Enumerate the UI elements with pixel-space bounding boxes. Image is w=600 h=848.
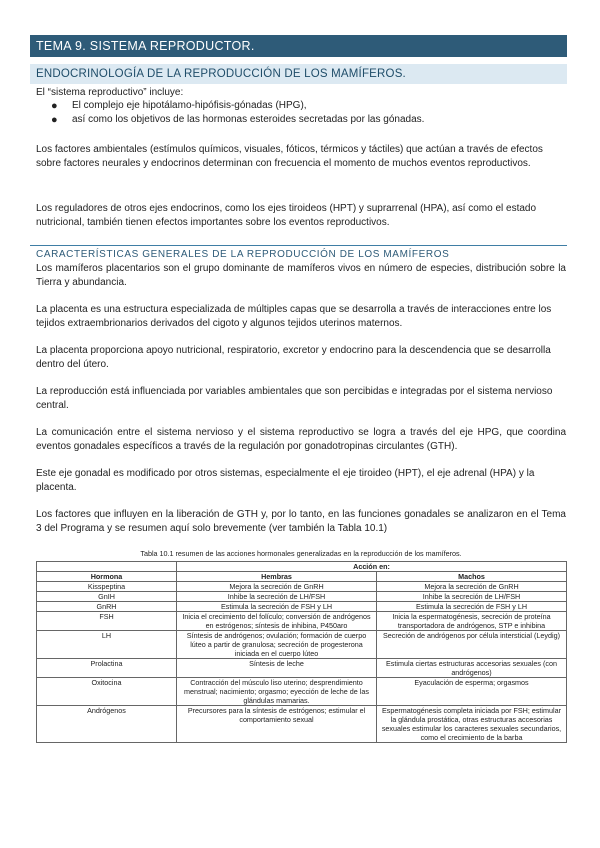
female-action-cell: Contracción del músculo liso uterino; desprendimiento menstrual; nacimiento; orgasmo; eyección de leche de las glándulas mamarias.	[177, 678, 377, 706]
header-hembras: Hembras	[177, 572, 377, 582]
table-group-header-row	[37, 562, 567, 572]
hormone-cell: Andrógenos	[37, 706, 177, 743]
male-action-cell: Mejora la secreción de GnRH	[377, 582, 567, 592]
table-row	[37, 659, 567, 678]
female-action-cell: Precursores para la síntesis de estrógenos; estimular el comportamiento sexual	[177, 706, 377, 743]
intro-bullet-list	[36, 99, 556, 127]
header-hormona: Hormona	[37, 572, 177, 582]
male-action-cell: Secreción de andrógenos por célula intersticial (Leydig)	[377, 631, 567, 659]
chapter-title: TEMA 9. SISTEMA REPRODUCTOR.	[30, 35, 567, 57]
list-item: ● así como los objetivos de las hormonas esteroides secretadas por las gónadas.	[51, 114, 425, 126]
hormone-actions-table	[36, 561, 567, 743]
male-action-cell: Inhibe la secreción de LH/FSH	[377, 592, 567, 602]
male-action-cell: Estimula la secreción de FSH y LH	[377, 602, 567, 612]
group-header: Acción en:	[177, 562, 567, 572]
female-action-cell: Inicia el crecimiento del folículo; conversión de andrógenos en estrógenos; síntesis de inhibina, P450aro	[177, 612, 377, 631]
table-row	[37, 592, 567, 602]
table-row	[37, 706, 567, 743]
hormone-cell: FSH	[37, 612, 177, 631]
subsection-heading: CARACTERÍSTICAS GENERALES DE LA REPRODUCCIÓN DE LOS MAMÍFEROS	[36, 249, 450, 260]
section-heading: ENDOCRINOLOGÍA DE LA REPRODUCCIÓN DE LOS MAMÍFEROS.	[30, 64, 567, 84]
table-row	[37, 602, 567, 612]
paragraph: Los reguladores de otros ejes endocrinos, como los ejes tiroideos (HPT) y suprarrenal (HPA), así como el estado nutricional, también tienen efectos importantes sobre los eventos reproductivos.	[36, 203, 537, 228]
table-row	[37, 612, 567, 631]
section-divider	[30, 245, 567, 246]
paragraph: Los mamíferos placentarios son el grupo dominante de mamíferos vivos en número de especies, distribución sobre la Tierra y abundancia.	[36, 263, 566, 288]
table-header-row	[37, 572, 567, 582]
paragraph: La placenta es una estructura especializada de múltiples capas que se desarrolla a través de interacciones entre los tejidos extraembrionarios derivados del cigoto y algunos tejidos uterinos maternos.	[36, 304, 552, 329]
female-action-cell: Estimula la secreción de FSH y LH	[177, 602, 377, 612]
table-row	[37, 631, 567, 659]
hormone-cell: LH	[37, 631, 177, 659]
intro-lead: El “sistema reproductivo” incluye:	[36, 87, 184, 98]
paragraph: Este eje gonadal es modificado por otros sistemas, especialmente el eje tiroideo (HPT), el eje adrenal (HPA) y la placenta.	[36, 468, 535, 493]
female-action-cell: Mejora la secreción de GnRH	[177, 582, 377, 592]
table-row	[37, 582, 567, 592]
female-action-cell: Inhibe la secreción de LH/FSH	[177, 592, 377, 602]
paragraph: La placenta proporciona apoyo nutricional, respiratorio, excretor y endocrino para la descendencia que se desarrolla dentro del útero.	[36, 345, 551, 370]
male-action-cell: Estimula ciertas estructuras accesorias sexuales (con andrógenos)	[377, 659, 567, 678]
hormone-cell: Prolactina	[37, 659, 177, 678]
paragraph: Los factores que influyen en la liberación de GTH y, por lo tanto, en las funciones gonadales se analizaron en el Tema 3 del Programa y se resumen aquí solo brevemente (ver también la Tabla 10.1)	[36, 509, 566, 534]
female-action-cell: Síntesis de leche	[177, 659, 377, 678]
male-action-cell: Eyaculación de esperma; orgasmos	[377, 678, 567, 706]
bullet-icon: ●	[51, 114, 58, 126]
table-row	[37, 678, 567, 706]
male-action-cell: Espermatogénesis completa iniciada por FSH; estimular la glándula prostática, otras estructuras accesorias sexuales estimular los caracteres sexuales secundarios, como el crecimiento de la barba	[377, 706, 567, 743]
hormone-cell: GnIH	[37, 592, 177, 602]
hormone-cell: Oxitocina	[37, 678, 177, 706]
paragraph: La comunicación entre el sistema nervioso y el sistema reproductivo se logra a través del eje HPG, que coordina eventos gonadales específicos a través de la regulación por gonadotropinas circulantes (GTH).	[36, 427, 566, 452]
bullet-icon: ●	[51, 100, 58, 112]
list-item: ● El complejo eje hipotálamo-hipófisis-gónadas (HPG),	[51, 100, 307, 112]
male-action-cell: Inicia la espermatogénesis, secreción de proteína transportadora de andrógenos, STP e inhibina	[377, 612, 567, 631]
female-action-cell: Síntesis de andrógenos; ovulación; formación de cuerpo lúteo a partir de granulosa; secreción de progesterona iniciada en el cuerpo lúteo	[177, 631, 377, 659]
header-machos: Machos	[377, 572, 567, 582]
paragraph: La reproducción está influenciada por variables ambientales que son percibidas e integradas por el sistema nervioso central.	[36, 386, 553, 411]
table-caption: Tabla 10.1 resumen de las acciones hormonales generalizadas en la reproducción de los mamíferos.	[140, 549, 462, 558]
hormone-cell: Kisspeptina	[37, 582, 177, 592]
paragraph: Los factores ambientales (estímulos químicos, visuales, fóticos, térmicos y táctiles) que actúan a través de efectos sobre factores neurales y endocrinos determinan con frecuencia el momento de muchos eventos reproductivos.	[36, 144, 543, 169]
hormone-cell: GnRH	[37, 602, 177, 612]
